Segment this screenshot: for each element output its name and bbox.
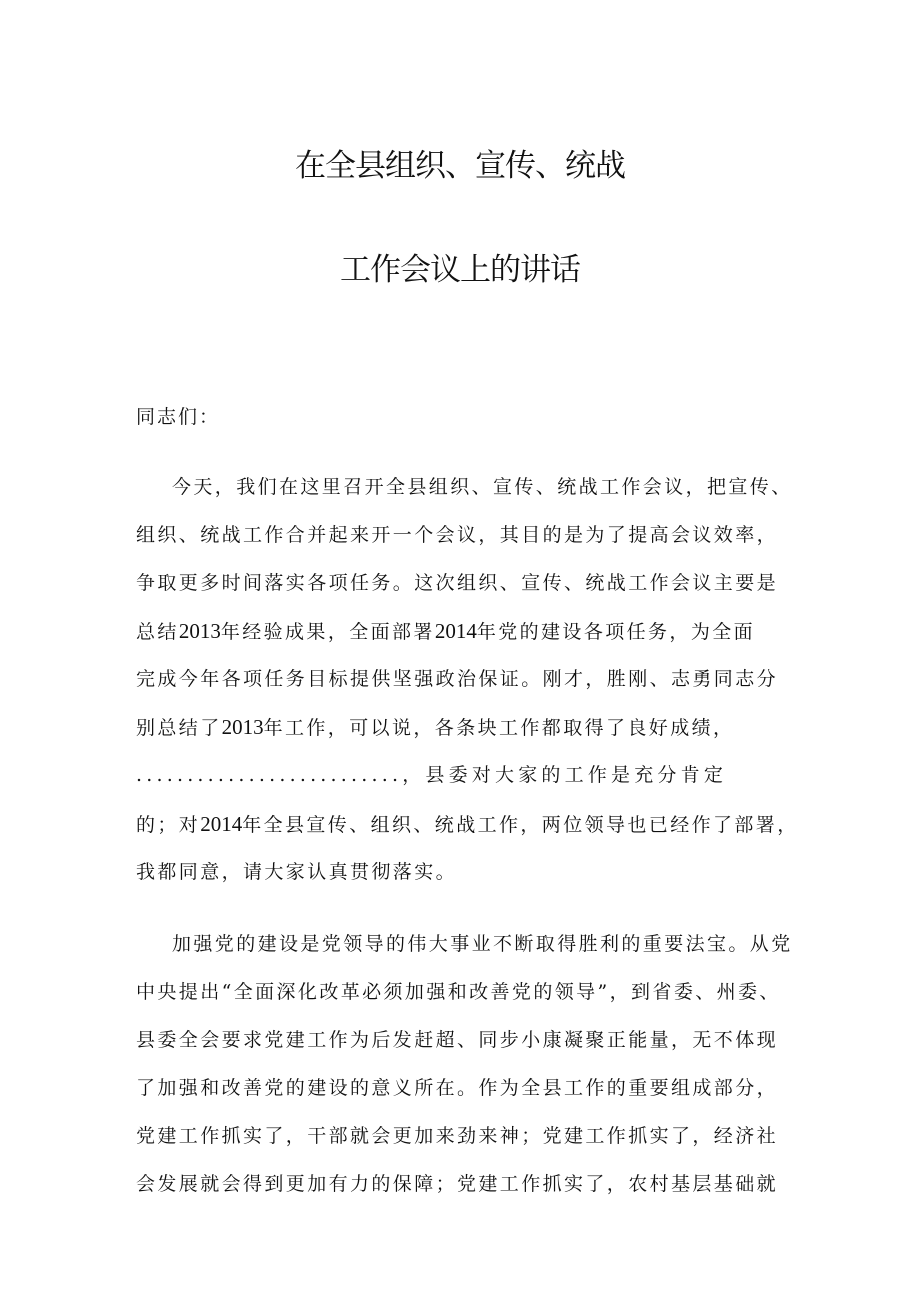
paragraph-2-line-5: 党建工作抓实了，干部就会更加来劲来神；党建工作抓实了，经济社 [136,1125,779,1147]
paragraph-1-line-1: 今天，我们在这里召开全县组织、宣传、统战工作会议，把宣传、 [172,476,793,498]
paragraph-2-line-6: 会发展就会得到更加有力的保障；党建工作抓实了，农村基层基础就 [136,1173,779,1195]
paragraph-2-line-4: 了加强和改善党的建设的意义所在。作为全县工作的重要组成部分， [136,1077,779,1099]
paragraph-1-line-8: 的；对2014年全县宣传、组织、统战工作，两位领导也已经作了部署， [136,812,799,836]
salutation: 同志们： [136,406,221,428]
paragraph-1-line-3: 争取更多时间落实各项任务。这次组织、宣传、统战工作会议主要是 [136,572,779,594]
paragraph-1-line-5: 完成今年各项任务目标提供坚强政治保证。刚才，胜刚、志勇同志分 [136,668,779,690]
paragraph-1-line-6: 别总结了2013年工作，可以说，各条块工作都取得了良好成绩， [136,715,735,739]
document-title-line-2: 工作会议上的讲话 [340,252,580,288]
paragraph-2-line-2: 中央提出“全面深化改革必须加强和改善党的领导”，到省委、州委、 [136,981,781,1003]
paragraph-2-line-1: 加强党的建设是党领导的伟大事业不断取得胜利的重要法宝。从党 [172,933,793,955]
year-number: 2014 [434,619,477,643]
paragraph-1-line-2: 组织、统战工作合并起来开一个会议，其目的是为了提高会议效率， [136,524,779,546]
year-number: 2013 [178,619,221,643]
paragraph-1-line-9: 我都同意，请大家认真贯彻落实。 [136,861,458,883]
paragraph-1-line-4: 总结2013年经验成果，全面部署2014年党的建设各项任务，为全面 [136,619,756,643]
document-title-line-1: 在全县组织、宣传、统战 [295,148,625,184]
year-number: 2014 [200,812,243,836]
paragraph-2-line-3: 县委全会要求党建工作为后发赶超、同步小康凝聚正能量，无不体现 [136,1029,779,1051]
year-number: 2013 [221,715,264,739]
paragraph-1-line-7: ..........................，县委对大家的工作是充分肯定 [136,764,728,786]
